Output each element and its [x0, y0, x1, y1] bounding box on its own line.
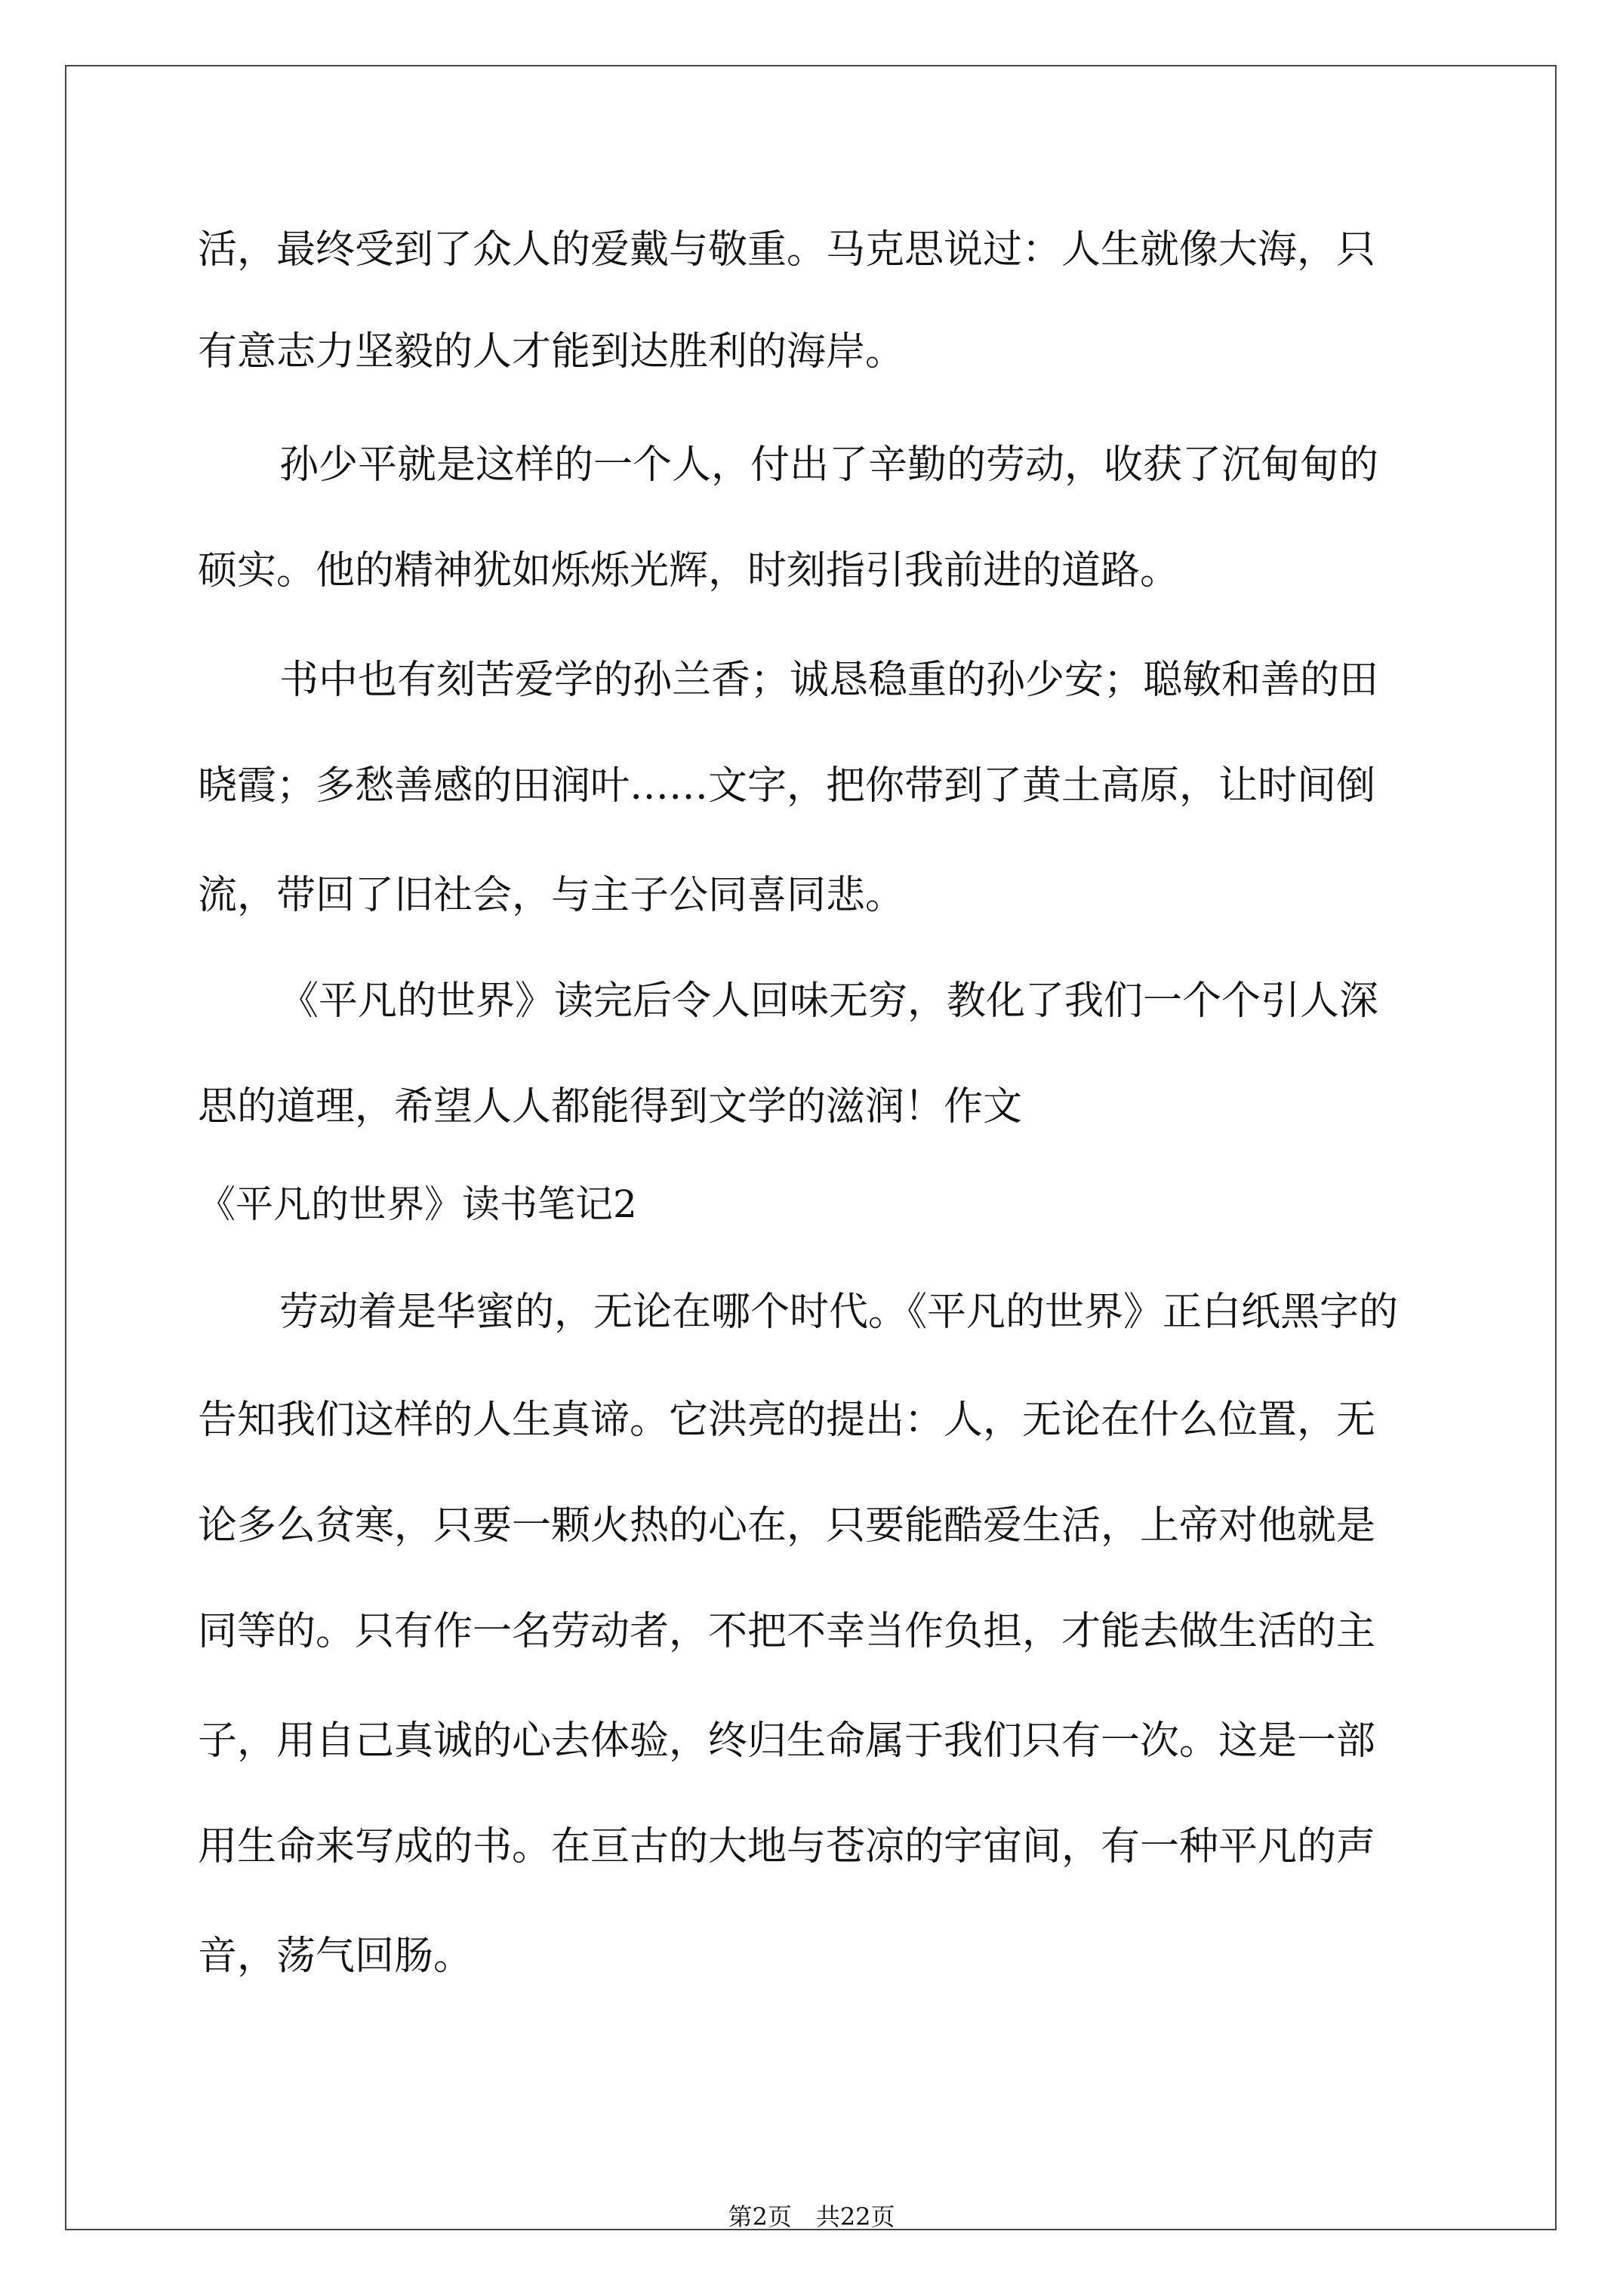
paragraph-4-line-1: 《平凡的世界》读完后令人回味无穷，教化了我们一个个引人深 — [279, 978, 1379, 1024]
paragraph-2-line-1: 孙少平就是这样的一个人，付出了辛勤的劳动，收获了沉甸甸的 — [279, 442, 1379, 488]
paragraph-3-line-1: 书中也有刻苦爱学的孙兰香；诚恳稳重的孙少安；聪敏和善的田 — [279, 658, 1379, 703]
section-paragraph-line-7: 音，荡气回肠。 — [198, 1934, 473, 1979]
section-paragraph-line-3: 论多么贫寒，只要一颗火热的心在，只要能酷爱生活，上帝对他就是 — [198, 1503, 1376, 1549]
page-footer: 第2页 共22页 — [728, 2202, 895, 2231]
paragraph-1-line-2: 有意志力坚毅的人才能到达胜利的海岸。 — [198, 329, 905, 374]
paragraph-3-line-2: 晓霞；多愁善感的田润叶……文字，把你带到了黄土高原，让时间倒 — [198, 763, 1376, 809]
paragraph-1-line-1: 活，最终受到了众人的爱戴与敬重。马克思说过：人生就像大海，只 — [198, 227, 1376, 273]
section-paragraph-line-1: 劳动着是华蜜的，无论在哪个时代。《平凡的世界》正白纸黑字的 — [279, 1290, 1399, 1335]
section-paragraph-line-5: 子，用自己真诚的心去体验，终归生命属于我们只有一次。这是一部 — [198, 1718, 1376, 1764]
section-paragraph-line-6: 用生命来写成的书。在亘古的大地与苍凉的宇宙间，有一种平凡的声 — [198, 1824, 1376, 1869]
section-paragraph-line-4: 同等的。只有作一名劳动者，不把不幸当作负担，才能去做生活的主 — [198, 1609, 1376, 1654]
paragraph-3-line-3: 流，带回了旧社会，与主子公同喜同悲。 — [198, 873, 905, 918]
paragraph-4-line-2: 思的道理，希望人人都能得到文学的滋润！作文 — [198, 1084, 1023, 1130]
paragraph-2-line-2: 硕实。他的精神犹如烁烁光辉，时刻指引我前进的道路。 — [198, 548, 1180, 593]
section-paragraph-line-2: 告知我们这样的人生真谛。它洪亮的提出：人，无论在什么位置，无 — [198, 1398, 1376, 1443]
section-heading: 《平凡的世界》读书笔记2 — [198, 1182, 637, 1226]
page-border — [65, 65, 1557, 2230]
